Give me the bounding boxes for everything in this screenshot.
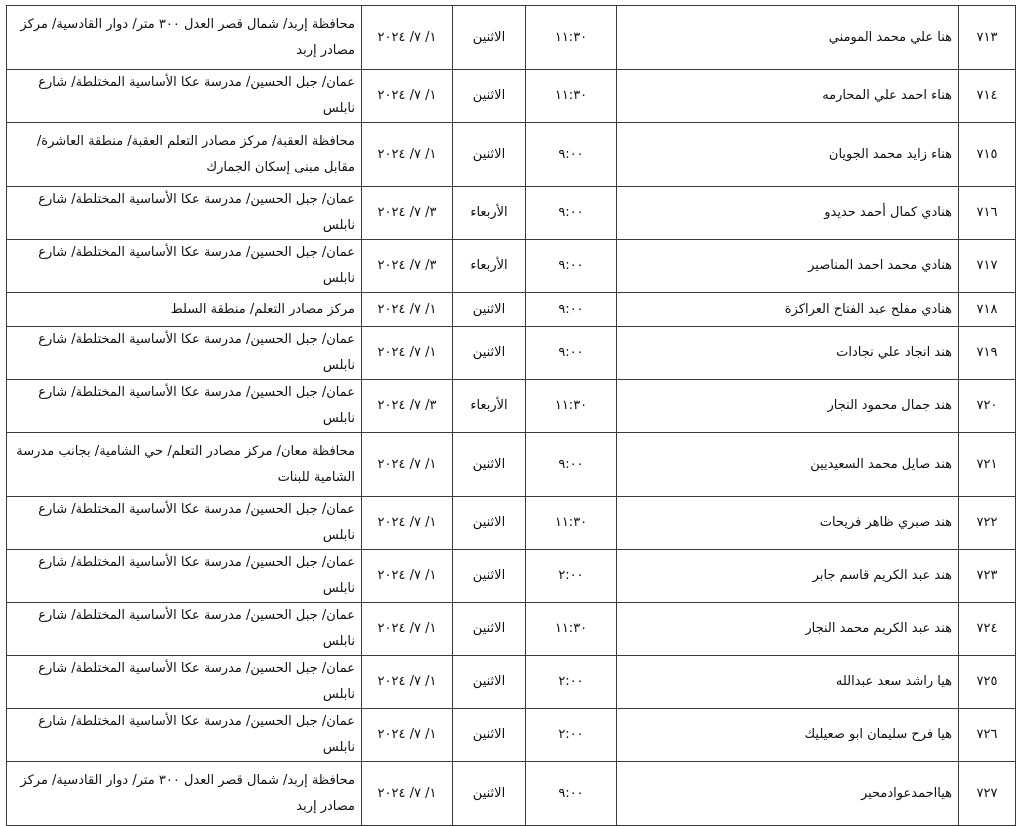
- row-number: ٧١٥: [959, 123, 1016, 187]
- exam-time: ٩:٠٠: [526, 762, 617, 826]
- exam-location: عمان/ جبل الحسين/ مدرسة عكا الأساسية المختلطة/ شارع نابلس: [7, 709, 362, 762]
- exam-date: ١/ ٧/ ٢٠٢٤: [362, 123, 453, 187]
- row-number: ٧١٧: [959, 240, 1016, 293]
- exam-location: عمان/ جبل الحسين/ مدرسة عكا الأساسية المختلطة/ شارع نابلس: [7, 550, 362, 603]
- table-row: [7, 762, 1016, 826]
- exam-date: ٣/ ٧/ ٢٠٢٤: [362, 187, 453, 240]
- exam-date: ١/ ٧/ ٢٠٢٤: [362, 433, 453, 497]
- exam-time: ٩:٠٠: [526, 293, 617, 327]
- exam-date: ١/ ٧/ ٢٠٢٤: [362, 327, 453, 380]
- exam-date: ٣/ ٧/ ٢٠٢٤: [362, 380, 453, 433]
- exam-location: عمان/ جبل الحسين/ مدرسة عكا الأساسية المختلطة/ شارع نابلس: [7, 656, 362, 709]
- exam-day: الاثنين: [453, 656, 526, 709]
- exam-location: محافظة إربد/ شمال قصر العدل ٣٠٠ متر/ دوار القادسية/ مركز مصادر إربد: [7, 6, 362, 70]
- row-number: ٧٢٠: [959, 380, 1016, 433]
- exam-time: ١١:٣٠: [526, 6, 617, 70]
- table-row: [7, 240, 1016, 293]
- person-name: هند انجاد علي نجادات: [617, 327, 959, 380]
- person-name: هنادي كمال أحمد حديدو: [617, 187, 959, 240]
- row-number: ٧٢١: [959, 433, 1016, 497]
- exam-day: الأربعاء: [453, 380, 526, 433]
- person-name: هناء زايد محمد الجويان: [617, 123, 959, 187]
- table-row: [7, 656, 1016, 709]
- person-name: هنادي مفلح عبد الفتاح العراكزة: [617, 293, 959, 327]
- exam-time: ٢:٠٠: [526, 709, 617, 762]
- table-row: [7, 433, 1016, 497]
- person-name: هنادي محمد احمد المناصير: [617, 240, 959, 293]
- exam-time: ٩:٠٠: [526, 433, 617, 497]
- table-row: [7, 187, 1016, 240]
- row-number: ٧١٦: [959, 187, 1016, 240]
- exam-day: الأربعاء: [453, 187, 526, 240]
- exam-time: ١١:٣٠: [526, 380, 617, 433]
- person-name: هنا علي محمد المومني: [617, 6, 959, 70]
- exam-location: عمان/ جبل الحسين/ مدرسة عكا الأساسية المختلطة/ شارع نابلس: [7, 497, 362, 550]
- exam-time: ١١:٣٠: [526, 603, 617, 656]
- exam-day: الاثنين: [453, 327, 526, 380]
- exam-location: محافظة إربد/ شمال قصر العدل ٣٠٠ متر/ دوار القادسية/ مركز مصادر إربد: [7, 762, 362, 826]
- exam-location: عمان/ جبل الحسين/ مدرسة عكا الأساسية المختلطة/ شارع نابلس: [7, 327, 362, 380]
- exam-day: الأربعاء: [453, 240, 526, 293]
- exam-location: محافظة معان/ مركز مصادر التعلم/ حي الشامية/ بجانب مدرسة الشامية للبنات: [7, 433, 362, 497]
- table-row: [7, 603, 1016, 656]
- exam-day: الاثنين: [453, 123, 526, 187]
- exam-time: ٢:٠٠: [526, 550, 617, 603]
- table-row: [7, 123, 1016, 187]
- exam-date: ١/ ٧/ ٢٠٢٤: [362, 6, 453, 70]
- schedule-table: [6, 5, 1016, 826]
- table-row: [7, 709, 1016, 762]
- exam-day: الاثنين: [453, 6, 526, 70]
- exam-time: ٩:٠٠: [526, 240, 617, 293]
- exam-date: ١/ ٧/ ٢٠٢٤: [362, 656, 453, 709]
- row-number: ٧١٨: [959, 293, 1016, 327]
- exam-time: ٩:٠٠: [526, 327, 617, 380]
- exam-location: عمان/ جبل الحسين/ مدرسة عكا الأساسية المختلطة/ شارع نابلس: [7, 187, 362, 240]
- person-name: هند صايل محمد السعيديين: [617, 433, 959, 497]
- table-row: [7, 327, 1016, 380]
- exam-date: ١/ ٧/ ٢٠٢٤: [362, 70, 453, 123]
- exam-day: الاثنين: [453, 433, 526, 497]
- table-row: [7, 550, 1016, 603]
- row-number: ٧١٣: [959, 6, 1016, 70]
- person-name: هند صبري ظاهر فريحات: [617, 497, 959, 550]
- exam-date: ١/ ٧/ ٢٠٢٤: [362, 709, 453, 762]
- exam-date: ١/ ٧/ ٢٠٢٤: [362, 293, 453, 327]
- row-number: ٧٢٧: [959, 762, 1016, 826]
- person-name: هيا فرح سليمان ابو صعيليك: [617, 709, 959, 762]
- table-row: [7, 380, 1016, 433]
- table-row: [7, 6, 1016, 70]
- person-name: هند جمال محمود النجار: [617, 380, 959, 433]
- exam-location: عمان/ جبل الحسين/ مدرسة عكا الأساسية المختلطة/ شارع نابلس: [7, 70, 362, 123]
- exam-date: ١/ ٧/ ٢٠٢٤: [362, 762, 453, 826]
- exam-day: الاثنين: [453, 709, 526, 762]
- exam-date: ١/ ٧/ ٢٠٢٤: [362, 603, 453, 656]
- exam-day: الاثنين: [453, 497, 526, 550]
- person-name: هيا راشد سعد عبدالله: [617, 656, 959, 709]
- exam-date: ٣/ ٧/ ٢٠٢٤: [362, 240, 453, 293]
- person-name: هند عبد الكريم قاسم جابر: [617, 550, 959, 603]
- row-number: ٧١٩: [959, 327, 1016, 380]
- exam-location: عمان/ جبل الحسين/ مدرسة عكا الأساسية المختلطة/ شارع نابلس: [7, 240, 362, 293]
- row-number: ٧٢٦: [959, 709, 1016, 762]
- exam-location: محافظة العقبة/ مركز مصادر التعلم العقبة/ منطقة العاشرة/ مقابل مبنى إسكان الجمارك: [7, 123, 362, 187]
- table-row: [7, 70, 1016, 123]
- exam-day: الاثنين: [453, 293, 526, 327]
- exam-location: عمان/ جبل الحسين/ مدرسة عكا الأساسية المختلطة/ شارع نابلس: [7, 603, 362, 656]
- exam-date: ١/ ٧/ ٢٠٢٤: [362, 497, 453, 550]
- person-name: هناء احمد علي المحارمه: [617, 70, 959, 123]
- table-row: [7, 293, 1016, 327]
- exam-time: ٩:٠٠: [526, 123, 617, 187]
- exam-location: عمان/ جبل الحسين/ مدرسة عكا الأساسية المختلطة/ شارع نابلس: [7, 380, 362, 433]
- exam-day: الاثنين: [453, 762, 526, 826]
- exam-location: مركز مصادر التعلم/ منطقة السلط: [7, 293, 362, 327]
- row-number: ٧١٤: [959, 70, 1016, 123]
- exam-time: ٢:٠٠: [526, 656, 617, 709]
- exam-time: ٩:٠٠: [526, 187, 617, 240]
- person-name: هيااحمدعوادمحير: [617, 762, 959, 826]
- row-number: ٧٢٥: [959, 656, 1016, 709]
- table-row: [7, 497, 1016, 550]
- row-number: ٧٢٢: [959, 497, 1016, 550]
- exam-day: الاثنين: [453, 550, 526, 603]
- exam-time: ١١:٣٠: [526, 497, 617, 550]
- row-number: ٧٢٤: [959, 603, 1016, 656]
- person-name: هند عبد الكريم محمد النجار: [617, 603, 959, 656]
- exam-day: الاثنين: [453, 70, 526, 123]
- row-number: ٧٢٣: [959, 550, 1016, 603]
- exam-date: ١/ ٧/ ٢٠٢٤: [362, 550, 453, 603]
- exam-day: الاثنين: [453, 603, 526, 656]
- exam-time: ١١:٣٠: [526, 70, 617, 123]
